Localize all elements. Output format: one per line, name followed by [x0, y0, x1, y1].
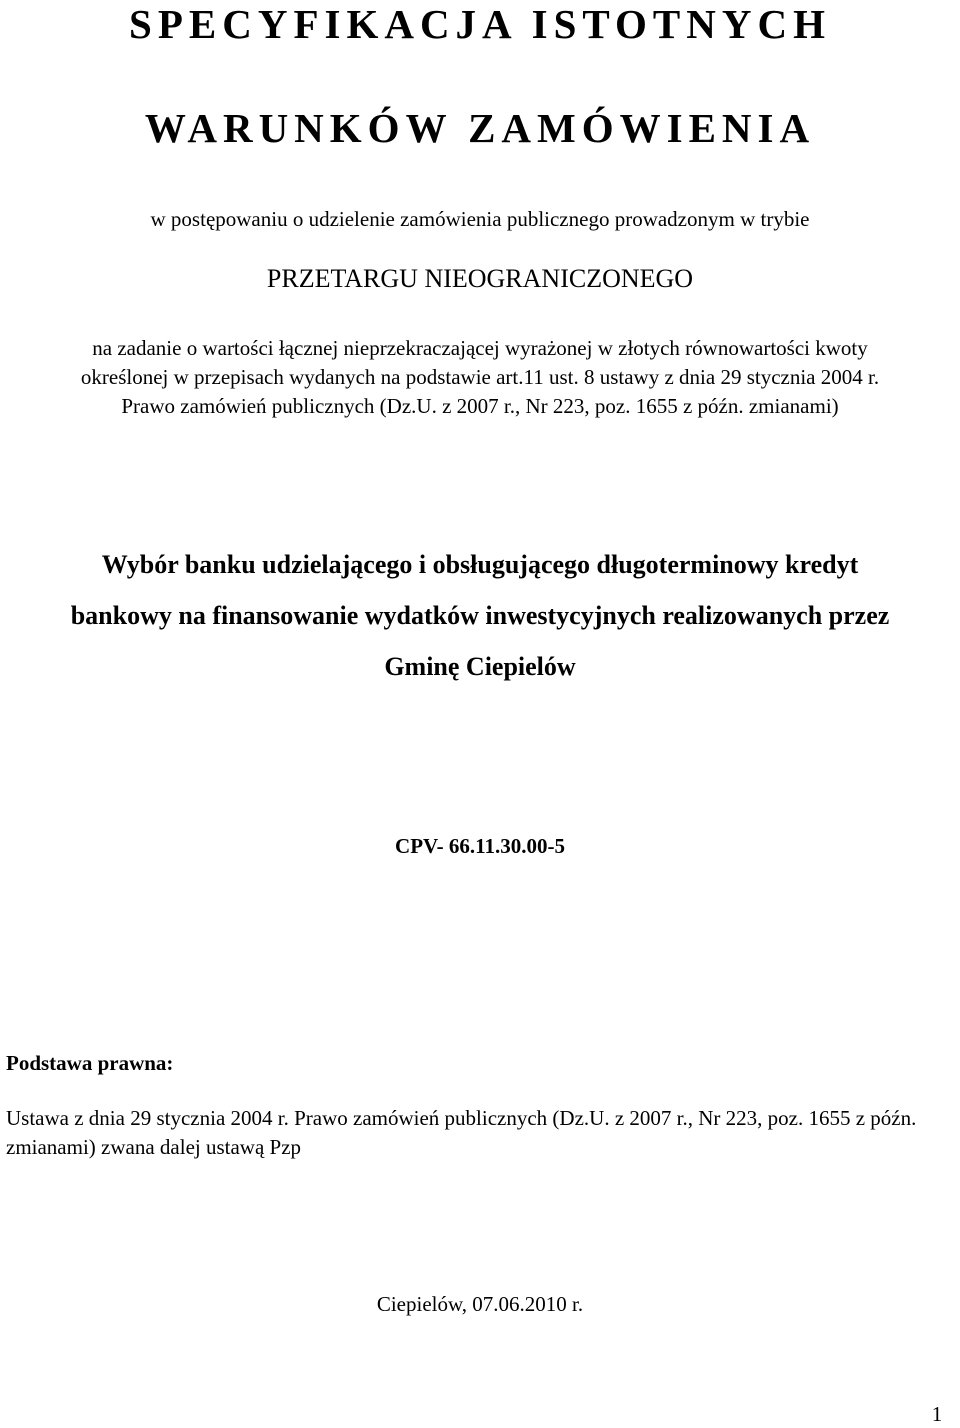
procedure-mode: PRZETARGU NIEOGRANICZONEGO [266, 264, 694, 293]
subject-line-3: Gminę Ciepielów [384, 652, 576, 681]
legal-basis-text: Ustawa z dnia 29 stycznia 2004 r. Prawo zamówień publicznych (Dz.U. z 2007 r., Nr 223, poz. 1655 z późn. zmianami) zwana dalej ustawą Pzp [6, 1106, 917, 1159]
legal-threshold-text: na zadanie o wartości łącznej nieprzekraczającej wyrażonej w złotych równowartości kwoty określonej w przepisach wydanych na podstawie art.11 ust. 8 ustawy z dnia 29 stycznia 2004 r. Prawo zamówień publicznych (Dz.U. z 2007 r., Nr 223, poz. 1655 z późn. zmianami) [80, 336, 880, 418]
page-number: 1 [931, 1402, 943, 1426]
legal-basis-label: Podstawa prawna: [6, 1051, 174, 1075]
cpv-code: CPV- 66.11.30.00-5 [395, 834, 565, 858]
document-title-line-1: SPECYFIKACJA ISTOTNYCH [129, 1, 831, 47]
subject-line-2: bankowy na finansowanie wydatków inwestycyjnych realizowanych przez [70, 601, 890, 630]
document-title-line-2: WARUNKÓW ZAMÓWIENIA [144, 105, 816, 151]
subject-line-1: Wybór banku udzielającego i obsługującego długoterminowy kredyt [101, 550, 859, 579]
place-and-date: Ciepielów, 07.06.2010 r. [376, 1292, 584, 1316]
procedure-subtitle: w postępowaniu o udzielenie zamówienia publicznego prowadzonym w trybie [150, 207, 810, 231]
